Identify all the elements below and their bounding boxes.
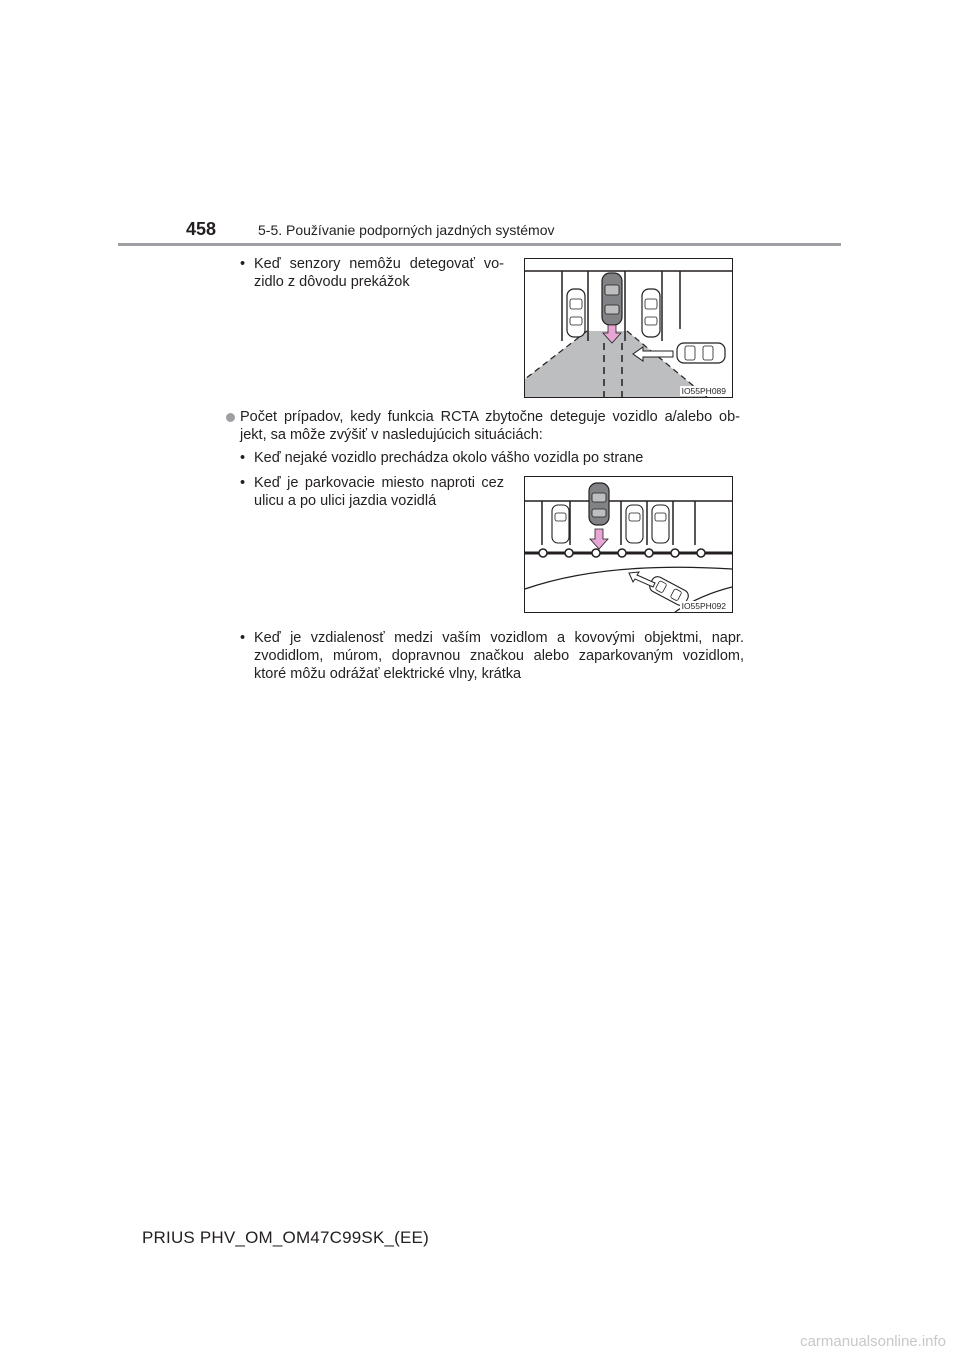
figure-rcta-street-drawing: [525, 477, 732, 612]
bullet-text-metal-objects: Keď je vzdialenosť medzi vaším vozidlom a kovovými objektmi, napr. zvodidlom, múrom, dopravnou značkou alebo zaparkovaným vozidlom, ktoré môžu odrážať elektrické vlny, krátka: [254, 630, 744, 682]
figure-id: IO55PH092: [681, 601, 726, 611]
section-title: 5-5. Používanie podporných jazdných systémov: [258, 222, 555, 238]
parked-car-right: [652, 505, 669, 543]
figure-rcta-obstruction: [524, 258, 733, 398]
bullet-text-passing-vehicle: Keď nejaké vozidlo prechádza okolo vášho vozidla po strane: [254, 450, 644, 466]
bullet-marker: •: [240, 630, 246, 646]
parked-car-left: [552, 505, 569, 543]
bullet-marker: •: [240, 450, 246, 466]
watermark: carmanualsonline.info: [800, 1333, 946, 1350]
own-vehicle: [589, 483, 609, 525]
parked-car-middle: [626, 505, 643, 543]
approaching-vehicle: [677, 343, 725, 363]
parked-car-right: [642, 289, 660, 337]
bullet-text-obstruction: Keď senzory nemôžu detegovať vo-zidlo z dôvodu prekážok: [254, 256, 504, 290]
road-edge: [525, 567, 732, 589]
page-number: 458: [186, 219, 217, 239]
figure-rcta-street: [524, 476, 733, 613]
figure-rcta-obstruction-drawing: [525, 259, 732, 397]
bullet-marker: •: [240, 475, 246, 491]
main-paragraph: Počet prípadov, kedy funkcia RCTA zbytočne deteguje vozidlo a/alebo ob-jekt, sa môže zvýšiť v nasledujúcich situáciách:: [240, 409, 740, 443]
bullet-marker: •: [240, 256, 246, 272]
figure-id: IO55PH089: [681, 386, 726, 396]
document-id: PRIUS PHV_OM_OM47C99SK_(EE): [142, 1228, 429, 1247]
circle-bullet-icon: [226, 413, 235, 422]
header-rule: [118, 243, 841, 246]
own-vehicle: [602, 273, 622, 325]
parked-car-left: [567, 289, 585, 337]
bullet-text-street-parking: Keď je parkovacie miesto naproti cez ulicu a po ulici jazdia vozidlá: [254, 475, 504, 509]
reverse-direction-arrow: [590, 529, 608, 549]
approach-direction-arrow: [629, 572, 655, 587]
